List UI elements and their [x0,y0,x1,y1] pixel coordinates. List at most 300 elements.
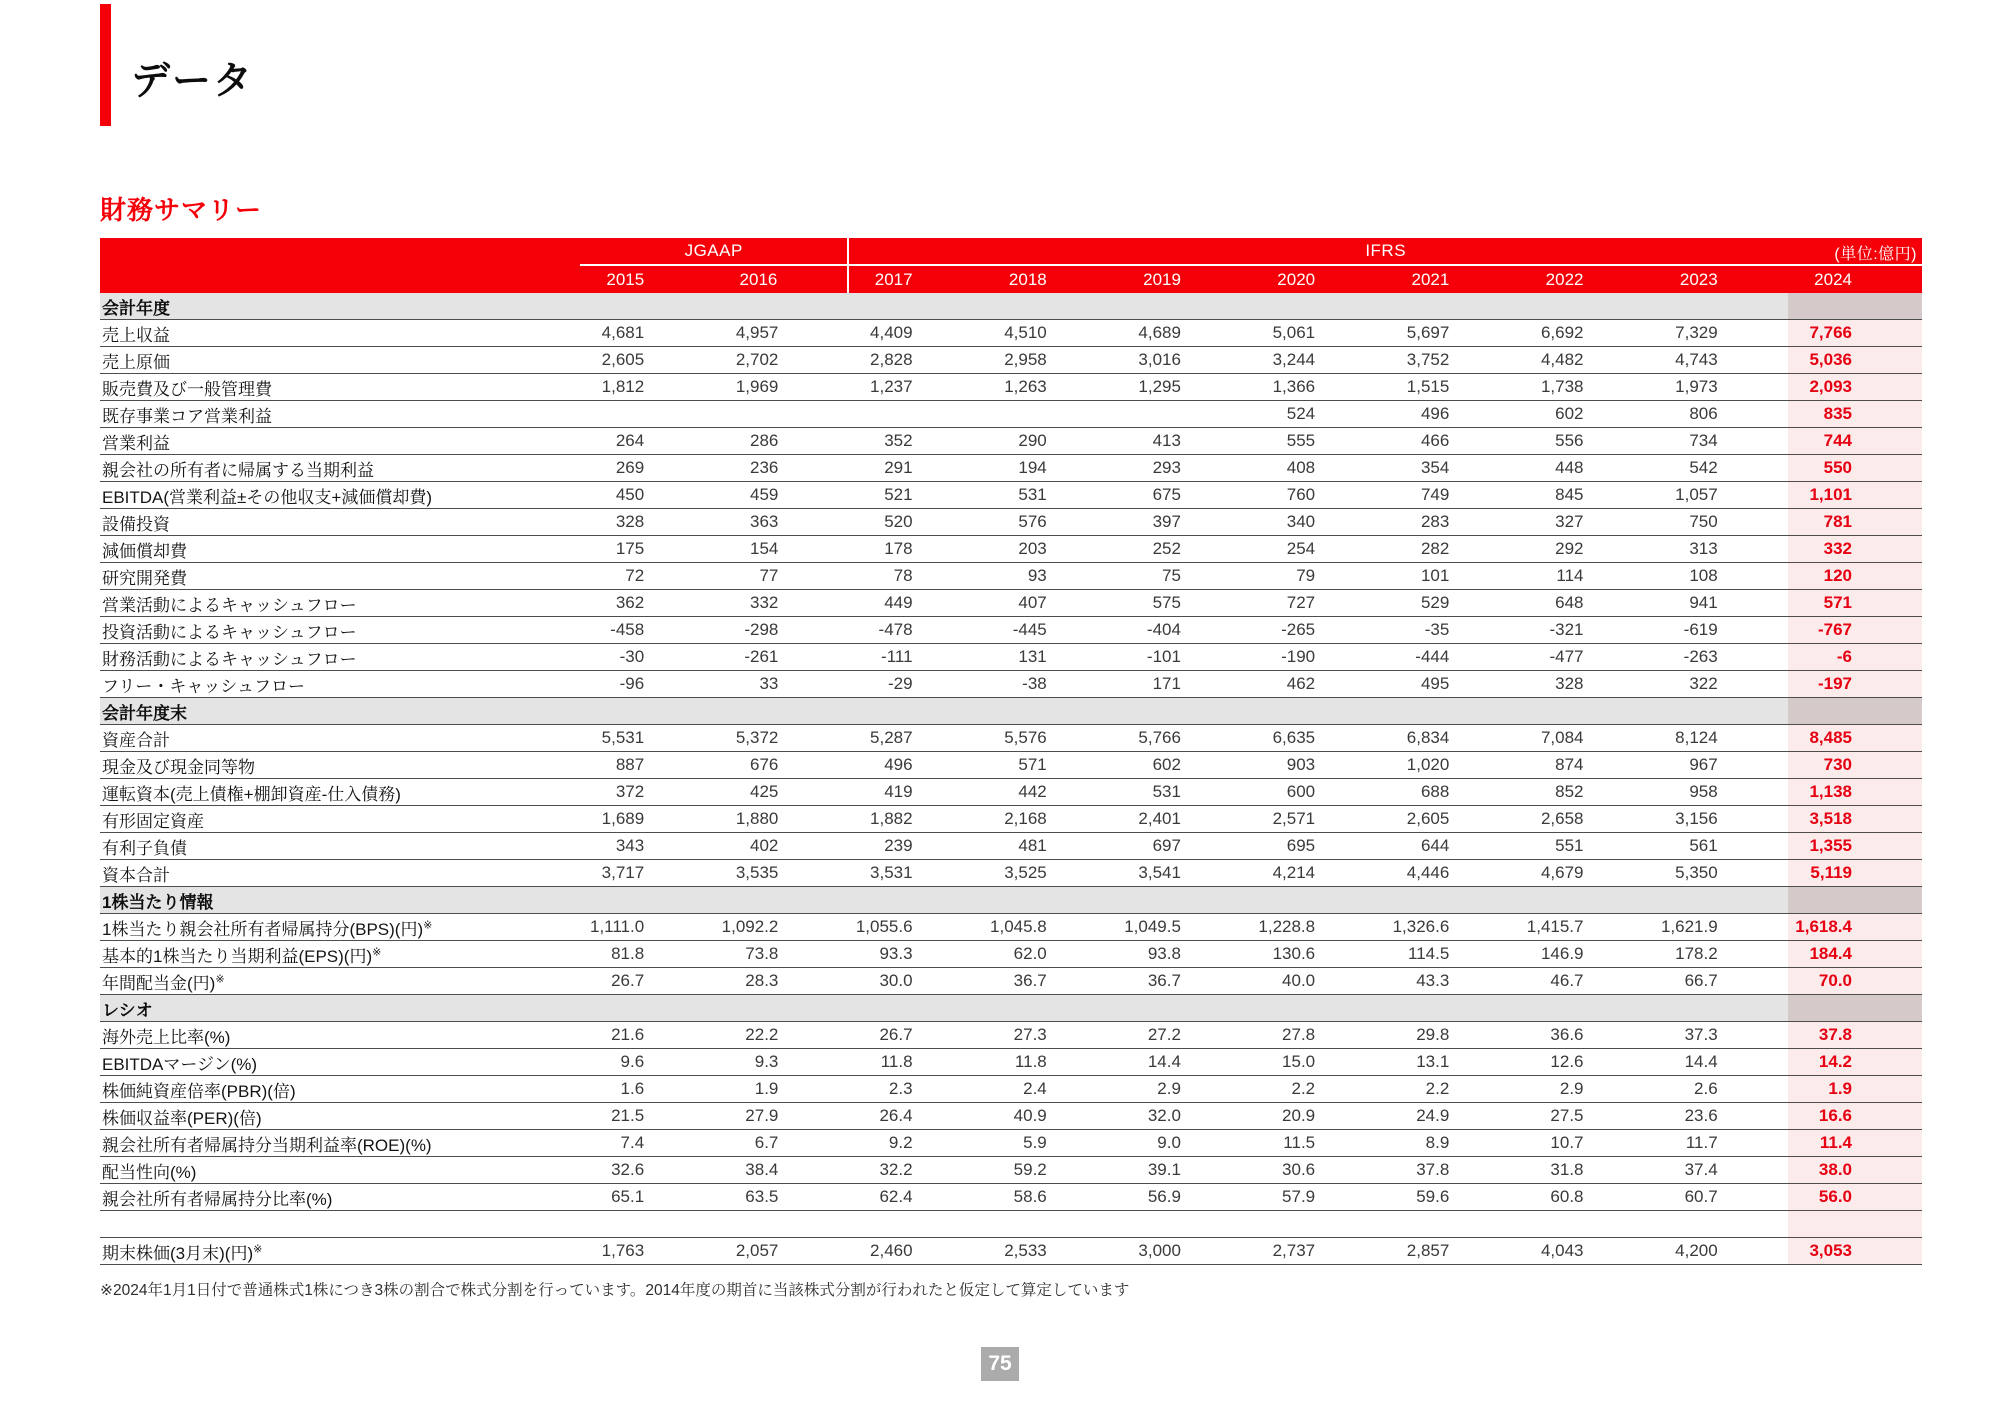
table-row [100,644,1922,671]
year-header-2019: 2019 [1117,265,1251,293]
cell-2023: 4,743 [1654,347,1788,374]
cell-2020: 2,737 [1251,1238,1385,1265]
cell-2023: 37.3 [1654,1022,1788,1049]
cell-2022: 327 [1519,509,1653,536]
cell-2019: 14.4 [1117,1049,1251,1076]
cell-2017: 449 [848,590,982,617]
cell-2024 [1788,1211,1922,1238]
cell-2022: 60.8 [1519,1184,1653,1211]
cell-2023: 4,200 [1654,1238,1788,1265]
cell-2021: 114.5 [1385,941,1519,968]
row-label: 資本合計 [100,860,580,887]
cell-2024: 781 [1788,509,1922,536]
cell-2018: 40.9 [983,1103,1117,1130]
cell-2022: 845 [1519,482,1653,509]
cell-2023: 806 [1654,401,1788,428]
cell-2018 [983,1211,1117,1238]
cell-2024: 1,355 [1788,833,1922,860]
cell-2019: 675 [1117,482,1251,509]
cell-2017: -478 [848,617,982,644]
cell-2018: 290 [983,428,1117,455]
cell-2017: -29 [848,671,982,698]
page-title: データ [131,60,255,103]
cell-2017: 3,531 [848,860,982,887]
cell-2020 [1251,698,1385,725]
cell-2023 [1654,293,1788,320]
cell-2024: 1,138 [1788,779,1922,806]
row-label: 配当性向(%) [100,1157,580,1184]
table-row [100,1022,1922,1049]
year-header-2024: 2024 [1788,265,1922,293]
cell-2017: 62.4 [848,1184,982,1211]
cell-2016: 425 [714,779,848,806]
cell-2024: 70.0 [1788,968,1922,995]
cell-2022: 10.7 [1519,1130,1653,1157]
cell-2016: -261 [714,644,848,671]
cell-2019: 1,049.5 [1117,914,1251,941]
cell-2023: 108 [1654,563,1788,590]
cell-2024 [1788,293,1922,320]
cell-2018: 62.0 [983,941,1117,968]
cell-2017 [848,401,982,428]
cell-2019: 171 [1117,671,1251,698]
header-corner [100,238,580,293]
cell-2020: 20.9 [1251,1103,1385,1130]
cell-2018: 93 [983,563,1117,590]
cell-2018 [983,887,1117,914]
cell-2023: 60.7 [1654,1184,1788,1211]
table-row [100,806,1922,833]
standard-group-row [100,238,1922,265]
cell-2019 [1117,887,1251,914]
cell-2023: 734 [1654,428,1788,455]
cell-2020: 524 [1251,401,1385,428]
table-row [100,1076,1922,1103]
cell-2022: 4,043 [1519,1238,1653,1265]
cell-2016: 459 [714,482,848,509]
year-header-2017: 2017 [848,265,982,293]
cell-2024: 14.2 [1788,1049,1922,1076]
cell-2021: 8.9 [1385,1130,1519,1157]
section-row [100,293,1922,320]
cell-2022: 12.6 [1519,1049,1653,1076]
cell-2016: 27.9 [714,1103,848,1130]
table-row [100,779,1922,806]
cell-2022: 852 [1519,779,1653,806]
row-label: 期末株価(3月末)(円)※ [100,1238,580,1265]
cell-2023: 313 [1654,536,1788,563]
cell-2016: 63.5 [714,1184,848,1211]
table-row [100,509,1922,536]
cell-2020: 3,244 [1251,347,1385,374]
cell-2016: 28.3 [714,968,848,995]
cell-2022: 46.7 [1519,968,1653,995]
cell-2016: 4,957 [714,320,848,347]
cell-2015: 81.8 [580,941,714,968]
cell-2015: 269 [580,455,714,482]
cell-2021: 101 [1385,563,1519,590]
cell-2016: 154 [714,536,848,563]
financial-summary-table [100,238,1922,1265]
cell-2024: 5,036 [1788,347,1922,374]
cell-2020: 2.2 [1251,1076,1385,1103]
cell-2023: 66.7 [1654,968,1788,995]
cell-2021: 4,446 [1385,860,1519,887]
cell-2015: 4,681 [580,320,714,347]
cell-2021: 2.2 [1385,1076,1519,1103]
cell-2015: 1,689 [580,806,714,833]
cell-2019 [1117,401,1251,428]
cell-2022: 146.9 [1519,941,1653,968]
cell-2017: 2,460 [848,1238,982,1265]
cell-2015: -458 [580,617,714,644]
cell-2017: 1,882 [848,806,982,833]
row-label: 売上原価 [100,347,580,374]
cell-2015: 175 [580,536,714,563]
cell-2024: 38.0 [1788,1157,1922,1184]
cell-2019: 56.9 [1117,1184,1251,1211]
table-row [100,1184,1922,1211]
year-header-2015: 2015 [580,265,714,293]
cell-2019: 4,689 [1117,320,1251,347]
section-label: レシオ [100,995,580,1022]
cell-2020: 408 [1251,455,1385,482]
cell-2021: 529 [1385,590,1519,617]
cell-2023 [1654,995,1788,1022]
cell-2021: 466 [1385,428,1519,455]
cell-2020: 30.6 [1251,1157,1385,1184]
cell-2022: 551 [1519,833,1653,860]
cell-2020: 695 [1251,833,1385,860]
cell-2021: 496 [1385,401,1519,428]
table-row [100,752,1922,779]
cell-2023: -619 [1654,617,1788,644]
cell-2015: 372 [580,779,714,806]
cell-2019: -101 [1117,644,1251,671]
cell-2021: 354 [1385,455,1519,482]
cell-2024: 744 [1788,428,1922,455]
cell-2015: 3,717 [580,860,714,887]
cell-2018: 27.3 [983,1022,1117,1049]
table-row [100,1130,1922,1157]
cell-2020: 15.0 [1251,1049,1385,1076]
cell-2020: 1,366 [1251,374,1385,401]
year-header-2023: 2023 [1654,265,1788,293]
cell-2019: 36.7 [1117,968,1251,995]
cell-2024: -6 [1788,644,1922,671]
cell-2018: 407 [983,590,1117,617]
cell-2021: 43.3 [1385,968,1519,995]
cell-2018: 531 [983,482,1117,509]
cell-2023: 8,124 [1654,725,1788,752]
table-row [100,347,1922,374]
cell-2022 [1519,1211,1653,1238]
cell-2022: 648 [1519,590,1653,617]
cell-2022: 448 [1519,455,1653,482]
cell-2017 [848,1211,982,1238]
cell-2016: 73.8 [714,941,848,968]
cell-2021: 24.9 [1385,1103,1519,1130]
cell-2023: 958 [1654,779,1788,806]
cell-2015: -96 [580,671,714,698]
cell-2015 [580,293,714,320]
cell-2019: 5,766 [1117,725,1251,752]
cell-2018: 2.4 [983,1076,1117,1103]
cell-2018: 571 [983,752,1117,779]
cell-2024: 5,119 [1788,860,1922,887]
group-ifrs [848,238,1922,265]
cell-2017: 291 [848,455,982,482]
cell-2023: 1,621.9 [1654,914,1788,941]
cell-2015 [580,887,714,914]
table-body [100,293,1922,1265]
cell-2015: 1,111.0 [580,914,714,941]
cell-2024: 1,618.4 [1788,914,1922,941]
cell-2017: 419 [848,779,982,806]
cell-2015 [580,995,714,1022]
cell-2019: 3,016 [1117,347,1251,374]
cell-2023: 14.4 [1654,1049,1788,1076]
table-row [100,671,1922,698]
cell-2019: 93.8 [1117,941,1251,968]
cell-2016: 2,057 [714,1238,848,1265]
cell-2023 [1654,698,1788,725]
cell-2024: 730 [1788,752,1922,779]
cell-2024: 1,101 [1788,482,1922,509]
cell-2019: 1,295 [1117,374,1251,401]
year-header-2021: 2021 [1385,265,1519,293]
table-row [100,860,1922,887]
table-header [100,238,1922,293]
row-label: 海外売上比率(%) [100,1022,580,1049]
row-label: 設備投資 [100,509,580,536]
cell-2016: 363 [714,509,848,536]
cell-2024: 550 [1788,455,1922,482]
cell-2022 [1519,887,1653,914]
cell-2018: 2,533 [983,1238,1117,1265]
cell-2023: -263 [1654,644,1788,671]
cell-2017: 2,828 [848,347,982,374]
cell-2017: 93.3 [848,941,982,968]
cell-2019 [1117,293,1251,320]
spacer-row [100,1211,1922,1238]
cell-2020: 27.8 [1251,1022,1385,1049]
cell-2024: 7,766 [1788,320,1922,347]
cell-2016: 77 [714,563,848,590]
cell-2024: 16.6 [1788,1103,1922,1130]
cell-2019: 75 [1117,563,1251,590]
cell-2016: 9.3 [714,1049,848,1076]
cell-2017 [848,698,982,725]
cell-2018: 3,525 [983,860,1117,887]
cell-2022 [1519,293,1653,320]
cell-2024: -197 [1788,671,1922,698]
cell-2016 [714,698,848,725]
accent-bar [100,4,111,126]
cell-2022: 27.5 [1519,1103,1653,1130]
cell-2019: 32.0 [1117,1103,1251,1130]
cell-2018: 203 [983,536,1117,563]
cell-2019: -404 [1117,617,1251,644]
row-label: 有形固定資産 [100,806,580,833]
cell-2020: 4,214 [1251,860,1385,887]
cell-2021: 3,752 [1385,347,1519,374]
section-row [100,698,1922,725]
cell-2015: -30 [580,644,714,671]
cell-2024: -767 [1788,617,1922,644]
table-row [100,914,1922,941]
cell-2019: 2.9 [1117,1076,1251,1103]
row-label: 有利子負債 [100,833,580,860]
row-label: 1株当たり親会社所有者帰属持分(BPS)(円)※ [100,914,580,941]
cell-2018: 131 [983,644,1117,671]
cell-2022: -321 [1519,617,1653,644]
table-row [100,1238,1922,1265]
cell-2017: 352 [848,428,982,455]
group-jgaap: JGAAP [580,238,848,265]
page-number: 75 [981,1347,1019,1381]
cell-2015: 450 [580,482,714,509]
cell-2019: 531 [1117,779,1251,806]
cell-2021: 749 [1385,482,1519,509]
cell-2024: 184.4 [1788,941,1922,968]
cell-2015 [580,698,714,725]
cell-2016: 286 [714,428,848,455]
cell-2024: 332 [1788,536,1922,563]
cell-2023: 178.2 [1654,941,1788,968]
cell-2020: 340 [1251,509,1385,536]
cell-2016 [714,401,848,428]
cell-2020: 462 [1251,671,1385,698]
group-ifrs-label: IFRS [1365,241,1407,260]
cell-2019: 9.0 [1117,1130,1251,1157]
cell-2017 [848,887,982,914]
financial-summary [100,238,1922,1300]
cell-2015: 2,605 [580,347,714,374]
cell-2024: 56.0 [1788,1184,1922,1211]
cell-2016: 676 [714,752,848,779]
cell-2019: 39.1 [1117,1157,1251,1184]
section-row [100,887,1922,914]
cell-2023: 542 [1654,455,1788,482]
cell-2018: -445 [983,617,1117,644]
cell-2019 [1117,1211,1251,1238]
cell-2020: 6,635 [1251,725,1385,752]
cell-2023: 750 [1654,509,1788,536]
cell-2024: 3,053 [1788,1238,1922,1265]
table-row [100,482,1922,509]
cell-2022: 31.8 [1519,1157,1653,1184]
cell-2023: 967 [1654,752,1788,779]
cell-2020: 903 [1251,752,1385,779]
row-label: 減価償却費 [100,536,580,563]
cell-2015: 65.1 [580,1184,714,1211]
cell-2017: 239 [848,833,982,860]
cell-2019: 3,541 [1117,860,1251,887]
cell-2019: 397 [1117,509,1251,536]
cell-2022: 602 [1519,401,1653,428]
cell-2020: 254 [1251,536,1385,563]
cell-2015: 32.6 [580,1157,714,1184]
cell-2019 [1117,995,1251,1022]
cell-2023: 7,329 [1654,320,1788,347]
cell-2015: 1,812 [580,374,714,401]
cell-2015 [580,1211,714,1238]
cell-2015: 21.5 [580,1103,714,1130]
cell-2018: 5.9 [983,1130,1117,1157]
year-header-2020: 2020 [1251,265,1385,293]
cell-2016: 332 [714,590,848,617]
table-row [100,320,1922,347]
cell-2015: 343 [580,833,714,860]
cell-2017: 1,237 [848,374,982,401]
section-label: 会計年度 [100,293,580,320]
cell-2018 [983,698,1117,725]
cell-2020 [1251,995,1385,1022]
cell-2021 [1385,887,1519,914]
cell-2018: 5,576 [983,725,1117,752]
cell-2024: 3,518 [1788,806,1922,833]
row-label: EBITDAマージン(%) [100,1049,580,1076]
cell-2017: 520 [848,509,982,536]
cell-2021: 13.1 [1385,1049,1519,1076]
cell-2019: 413 [1117,428,1251,455]
cell-2018: 2,958 [983,347,1117,374]
cell-2016 [714,293,848,320]
cell-2021: 644 [1385,833,1519,860]
cell-2016: 1.9 [714,1076,848,1103]
cell-2018: 194 [983,455,1117,482]
row-label: 基本的1株当たり当期利益(EPS)(円)※ [100,941,580,968]
cell-2017: 32.2 [848,1157,982,1184]
cell-2015: 72 [580,563,714,590]
cell-2017: 11.8 [848,1049,982,1076]
cell-2019: 27.2 [1117,1022,1251,1049]
cell-2023: 322 [1654,671,1788,698]
cell-2024: 835 [1788,401,1922,428]
cell-2018: 481 [983,833,1117,860]
table-row [100,374,1922,401]
cell-2022: 4,482 [1519,347,1653,374]
cell-2018: 1,263 [983,374,1117,401]
cell-2017: -111 [848,644,982,671]
cell-2015: 1.6 [580,1076,714,1103]
cell-2021 [1385,293,1519,320]
cell-2016: 1,969 [714,374,848,401]
table-row [100,401,1922,428]
row-label: 親会社所有者帰属持分当期利益率(ROE)(%) [100,1130,580,1157]
cell-2021: 2,605 [1385,806,1519,833]
row-label: 運転資本(売上債権+棚卸資産-仕入債務) [100,779,580,806]
cell-2022: 874 [1519,752,1653,779]
row-label: 親会社所有者帰属持分比率(%) [100,1184,580,1211]
cell-2023: 11.7 [1654,1130,1788,1157]
cell-2022: 6,692 [1519,320,1653,347]
cell-2018: 11.8 [983,1049,1117,1076]
cell-2018: 1,045.8 [983,914,1117,941]
table-row [100,455,1922,482]
cell-2024: 571 [1788,590,1922,617]
cell-2018: -38 [983,671,1117,698]
cell-2018: 4,510 [983,320,1117,347]
cell-2019: 2,401 [1117,806,1251,833]
cell-2022: 4,679 [1519,860,1653,887]
cell-2023: 23.6 [1654,1103,1788,1130]
table-row [100,725,1922,752]
cell-2016 [714,887,848,914]
cell-2020: 79 [1251,563,1385,590]
cell-2024: 8,485 [1788,725,1922,752]
